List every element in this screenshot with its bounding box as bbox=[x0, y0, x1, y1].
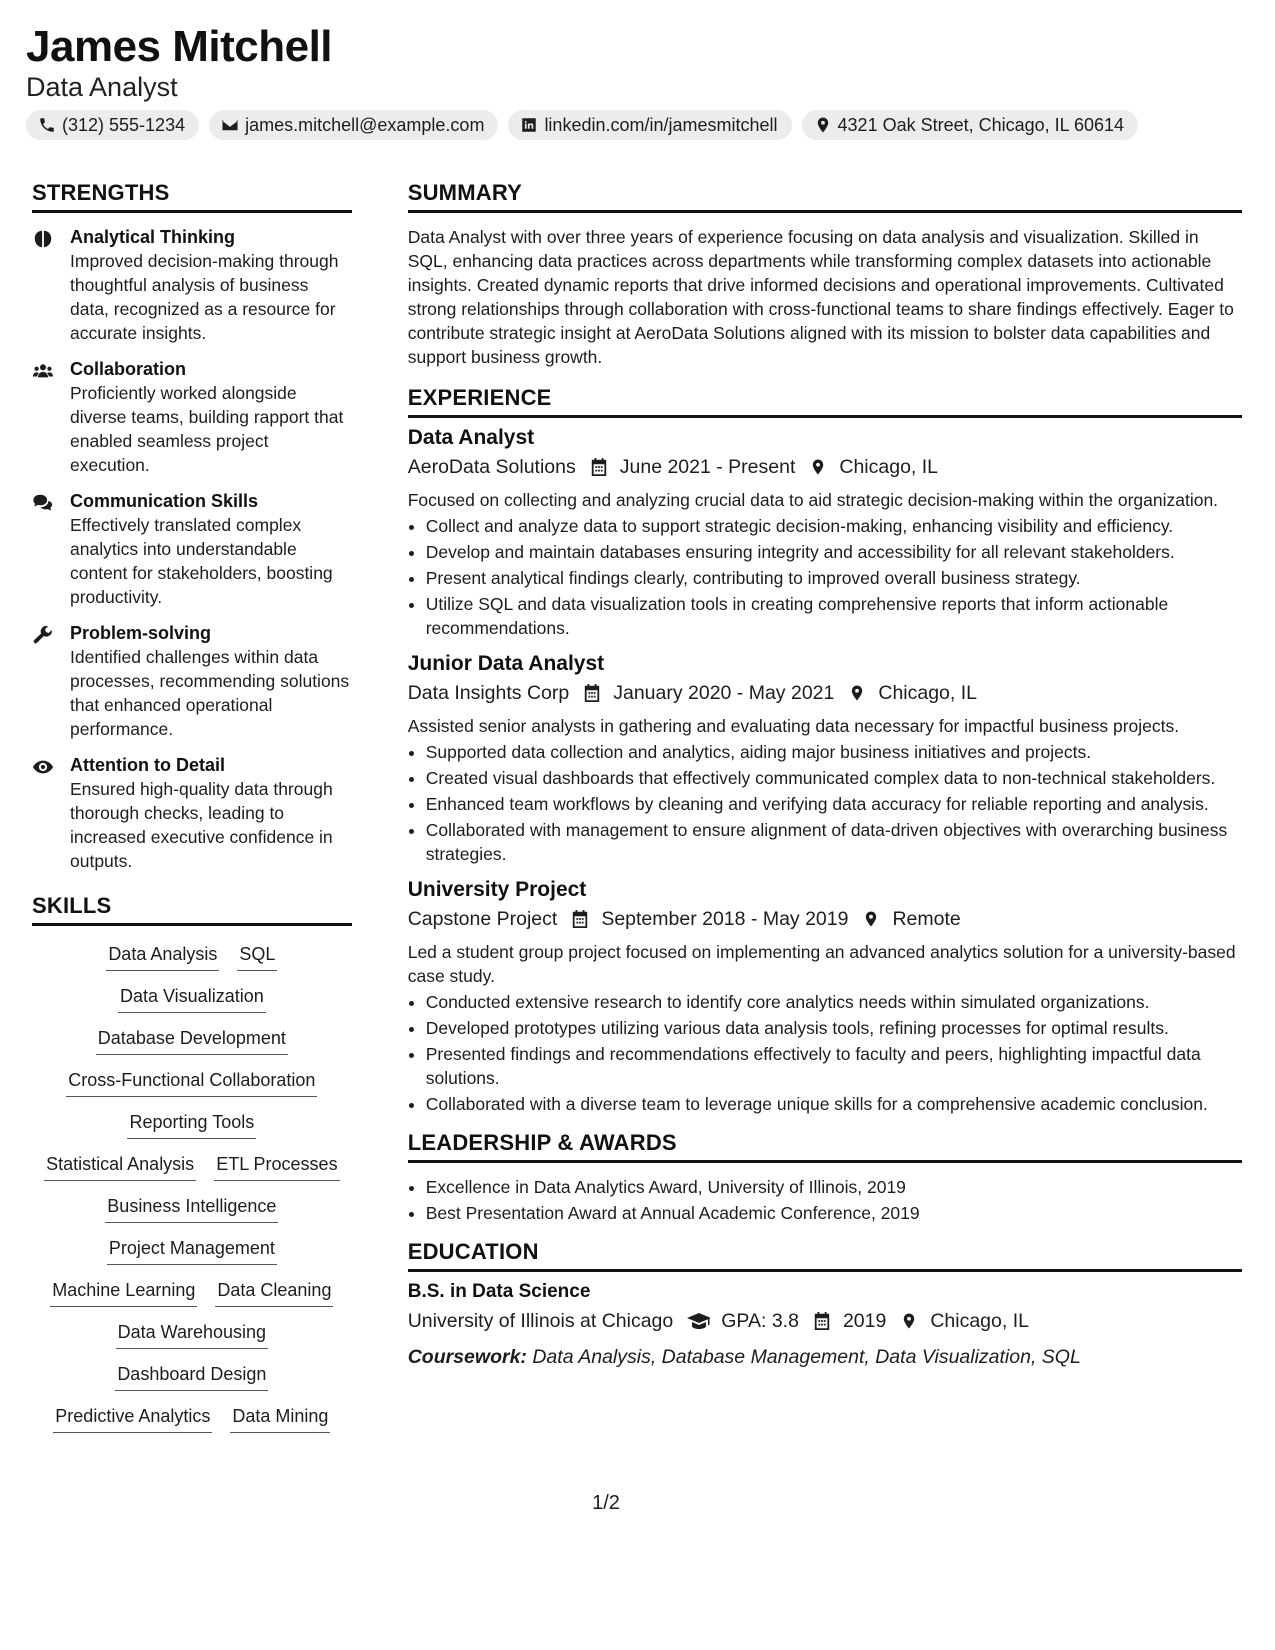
job-title: Junior Data Analyst bbox=[407, 652, 605, 675]
summary-heading: SUMMARY bbox=[408, 180, 1242, 213]
phone-icon bbox=[38, 116, 56, 134]
eye-icon bbox=[32, 756, 54, 778]
skill-tag: Reporting Tools bbox=[127, 1110, 256, 1139]
brain-icon bbox=[32, 228, 54, 250]
bullet-item: • Utilize SQL and data visualization tools in creating comprehensive reports that inform actionable recommendations. bbox=[426, 592, 1242, 640]
bullet-item: • Develop and maintain databases ensuring integrity and accessibility for all relevant stakeholders. bbox=[426, 540, 1242, 564]
location-pin-icon bbox=[848, 683, 866, 703]
coursework-label: Coursework: bbox=[407, 1346, 527, 1368]
bullet-item: • Enhanced team workflows by cleaning and verifying data accuracy for reliable reporting and analysis. bbox=[426, 792, 1242, 816]
job-meta bbox=[408, 678, 1242, 708]
job-location: Chicago, IL bbox=[878, 682, 978, 704]
coursework-list: Data Analysis, Database Management, Data Visualization, SQL bbox=[532, 1346, 1081, 1368]
experience-entry bbox=[408, 876, 1242, 1116]
skills-heading: SKILLS bbox=[32, 893, 352, 926]
bullet-item: • Collect and analyze data to support strategic decision-making, enhancing visibility and efficiency. bbox=[426, 514, 1242, 538]
skill-tag: Machine Learning bbox=[50, 1278, 197, 1307]
education-heading: EDUCATION bbox=[408, 1239, 1242, 1272]
page-number: 1/2 bbox=[592, 1492, 620, 1514]
awards-heading: LEADERSHIP & AWARDS bbox=[408, 1130, 1242, 1163]
location-pin-icon bbox=[900, 1311, 918, 1331]
strength-item bbox=[32, 489, 352, 609]
skills-list bbox=[32, 942, 352, 1433]
skill-tag: Data Cleaning bbox=[215, 1278, 333, 1307]
strength-title: Collaboration bbox=[70, 359, 186, 379]
skill-tag: SQL bbox=[237, 942, 277, 971]
education-meta bbox=[408, 1306, 1242, 1336]
job-location: Remote bbox=[892, 908, 961, 930]
strength-title: Communication Skills bbox=[70, 491, 259, 511]
summary-text: Data Analyst with over three years of experience focusing on data analysis and visualization. Skilled in SQL, enhancing data practices across departments while transforming complex datasets into actionable insights. Created dynamic reports that drive informed decisions and operational improvements. Cultivated strong relationships through collaboration with cross-functional teams to share findings effectively. Eager to contribute strategic insight at AeroData Solutions aligned with its mission to bolster data capabilities and support business growth. bbox=[407, 227, 1234, 367]
bullet-item: • Created visual dashboards that effectively communicated complex data to non-technical stakeholders. bbox=[426, 766, 1242, 790]
gpa-value: GPA: 3.8 bbox=[721, 1310, 799, 1332]
candidate-name: James Mitchell bbox=[26, 22, 333, 71]
calendar-icon bbox=[813, 1311, 831, 1331]
wrench-icon bbox=[32, 624, 54, 646]
coursework-line bbox=[408, 1342, 1242, 1372]
comments-icon bbox=[32, 492, 54, 514]
experience-entry bbox=[408, 650, 1242, 866]
location-pin-icon bbox=[814, 116, 832, 134]
strength-desc: Proficiently worked alongside diverse teams, building rapport that enabled seamless project execution. bbox=[70, 383, 344, 475]
skill-tag: Database Development bbox=[96, 1026, 288, 1055]
experience-entry bbox=[408, 424, 1242, 640]
skill-tag: Business Intelligence bbox=[105, 1194, 278, 1223]
bullet-item: • Present analytical findings clearly, contributing to improved overall business strategy. bbox=[426, 566, 1242, 590]
bullet-item: • Presented findings and recommendations effectively to faculty and peers, highlighting impactful data solutions. bbox=[426, 1042, 1242, 1090]
award-item: • Excellence in Data Analytics Award, University of Illinois, 2019 bbox=[426, 1175, 1242, 1199]
candidate-title: Data Analyst bbox=[26, 72, 178, 102]
resume-body bbox=[32, 180, 1242, 1433]
skill-tag: Dashboard Design bbox=[115, 1362, 268, 1391]
bullet-item: • Collaborated with management to ensure alignment of data-driven objectives with overarching business strategies. bbox=[426, 818, 1242, 866]
contact-phone-text: (312) 555-1234 bbox=[62, 114, 186, 135]
skill-tag: Predictive Analytics bbox=[53, 1404, 212, 1433]
job-meta bbox=[408, 904, 1242, 934]
contact-phone[interactable] bbox=[26, 110, 199, 140]
strength-item bbox=[32, 225, 352, 345]
strength-item bbox=[32, 621, 352, 741]
company-name: Data Insights Corp bbox=[407, 682, 570, 704]
strength-title: Analytical Thinking bbox=[70, 227, 236, 247]
calendar-icon bbox=[583, 683, 601, 703]
bullet-item: • Collaborated with a diverse team to leverage unique skills for a comprehensive academic conclusion. bbox=[426, 1092, 1242, 1116]
location-pin-icon bbox=[862, 909, 880, 929]
location-pin-icon bbox=[809, 457, 827, 477]
skill-tag: Data Mining bbox=[230, 1404, 330, 1433]
job-dates: June 2021 - Present bbox=[619, 456, 796, 478]
envelope-icon bbox=[221, 116, 239, 134]
experience-heading: EXPERIENCE bbox=[408, 385, 1242, 418]
company-name: Capstone Project bbox=[407, 908, 558, 930]
users-icon bbox=[32, 360, 54, 382]
contact-email[interactable] bbox=[209, 110, 498, 140]
strength-desc: Improved decision-making through thoughtful analysis of business data, recognized as a resource for accurate insights. bbox=[70, 251, 339, 343]
job-description: Assisted senior analysts in gathering and evaluating data necessary for impactful business projects. bbox=[407, 716, 1180, 736]
skill-tag: Project Management bbox=[107, 1236, 277, 1265]
job-location: Chicago, IL bbox=[839, 456, 939, 478]
strength-desc: Ensured high-quality data through thorough checks, leading to increased executive confidence in outputs. bbox=[70, 779, 333, 871]
job-dates: September 2018 - May 2019 bbox=[601, 908, 849, 930]
skill-tag: Data Visualization bbox=[118, 984, 266, 1013]
strength-desc: Identified challenges within data processes, recommending solutions that enhanced operational performance. bbox=[70, 647, 350, 739]
strength-title: Attention to Detail bbox=[70, 755, 225, 775]
graduation-cap-icon bbox=[687, 1311, 711, 1331]
job-meta bbox=[408, 452, 1242, 482]
skill-tag: Statistical Analysis bbox=[44, 1152, 196, 1181]
calendar-icon bbox=[571, 909, 589, 929]
strength-desc: Effectively translated complex analytics into understandable content for stakeholders, boosting productivity. bbox=[70, 515, 333, 607]
strength-title: Problem-solving bbox=[70, 623, 212, 643]
job-description: Focused on collecting and analyzing crucial data to aid strategic decision-making within the organization. bbox=[407, 490, 1219, 510]
skill-tag: ETL Processes bbox=[214, 1152, 339, 1181]
school-name: University of Illinois at Chicago bbox=[407, 1310, 674, 1332]
job-bullets bbox=[408, 514, 1242, 640]
left-column bbox=[32, 180, 352, 1433]
company-name: AeroData Solutions bbox=[407, 456, 576, 478]
skill-tag: Data Warehousing bbox=[116, 1320, 268, 1349]
strength-item bbox=[32, 753, 352, 873]
contact-address bbox=[802, 110, 1139, 140]
job-description: Led a student group project focused on implementing an advanced analytics solution for a university-based case study. bbox=[407, 942, 1236, 986]
bullet-item: • Conducted extensive research to identify core analytics needs within simulated organizations. bbox=[426, 990, 1242, 1014]
contact-address-text: 4321 Oak Street, Chicago, IL 60614 bbox=[837, 114, 1125, 135]
degree-title: B.S. in Data Science bbox=[407, 1281, 591, 1302]
school-location: Chicago, IL bbox=[930, 1310, 1029, 1332]
skill-tag: Data Analysis bbox=[106, 942, 219, 971]
contact-bar bbox=[26, 110, 1235, 140]
job-dates: January 2020 - May 2021 bbox=[613, 682, 835, 704]
bullet-item: • Developed prototypes utilizing various data analysis tools, refining processes for optimal results. bbox=[426, 1016, 1242, 1040]
award-item: • Best Presentation Award at Annual Academic Conference, 2019 bbox=[426, 1201, 1242, 1225]
strength-item bbox=[32, 357, 352, 477]
job-bullets bbox=[408, 740, 1242, 866]
calendar-icon bbox=[590, 457, 608, 477]
contact-linkedin[interactable] bbox=[508, 110, 791, 140]
job-bullets bbox=[408, 990, 1242, 1116]
bullet-item: • Supported data collection and analytics, aiding major business initiatives and projects. bbox=[426, 740, 1242, 764]
skill-tag: Cross-Functional Collaboration bbox=[66, 1068, 317, 1097]
contact-linkedin-text: linkedin.com/in/jamesmitchell bbox=[544, 114, 778, 135]
graduation-year: 2019 bbox=[842, 1310, 887, 1332]
linkedin-icon bbox=[520, 116, 538, 134]
job-title: Data Analyst bbox=[407, 426, 535, 449]
job-title: University Project bbox=[407, 878, 587, 901]
contact-email-text: james.mitchell@example.com bbox=[245, 114, 485, 135]
right-column bbox=[408, 180, 1242, 1433]
awards-list bbox=[408, 1175, 1242, 1225]
strengths-heading: STRENGTHS bbox=[32, 180, 352, 213]
